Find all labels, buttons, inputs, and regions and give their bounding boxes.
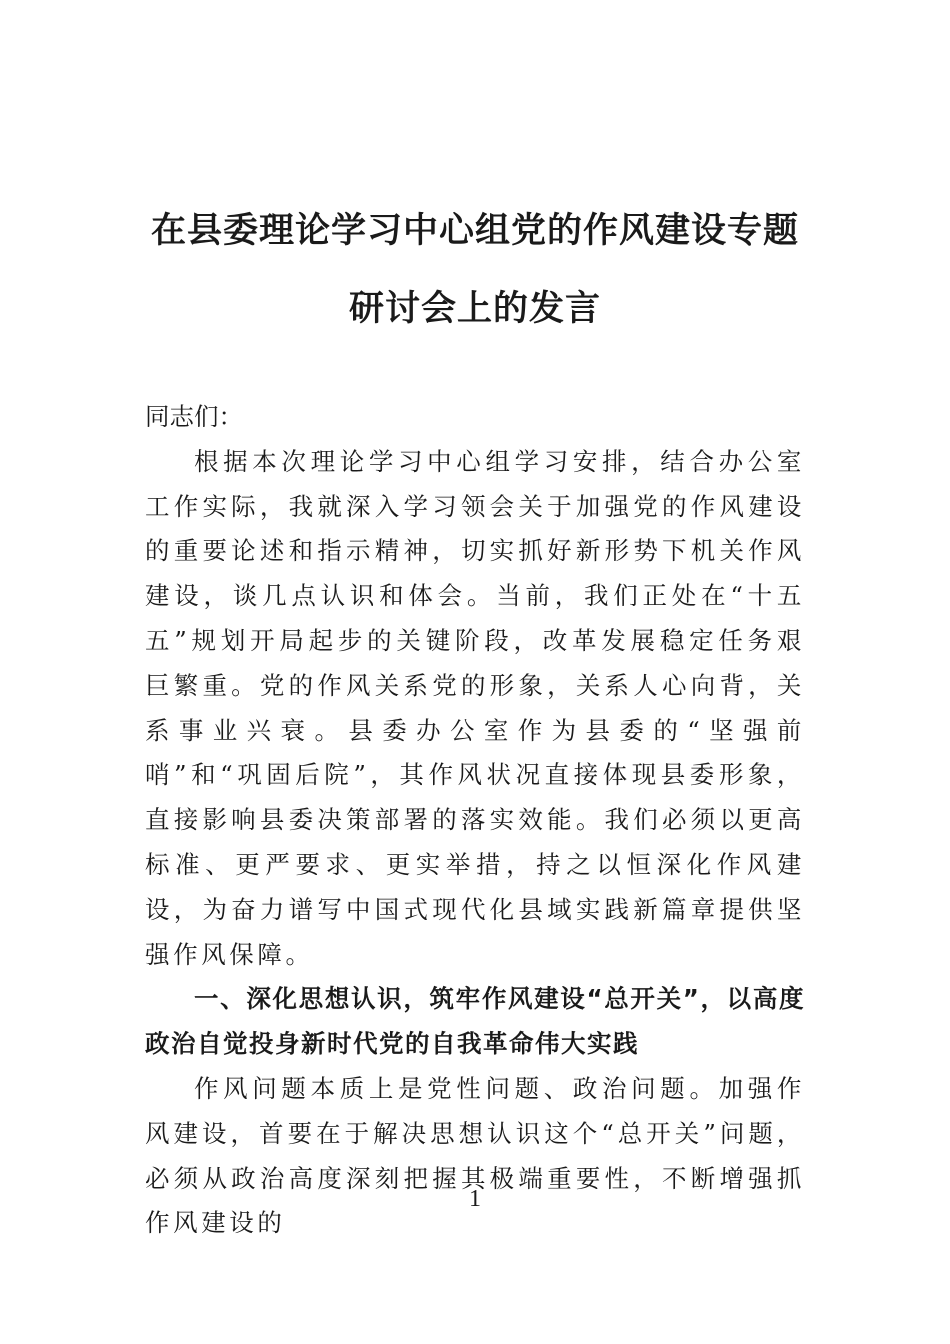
page-number: 1 [469, 1186, 481, 1212]
body-paragraph-1: 根据本次理论学习中心组学习安排，结合办公室工作实际，我就深入学习领会关于加强党的作风建设的重要论述和指示精神，切实抓好新形势下机关作风建设，谈几点认识和体会。当前，我们正处在“十五五”规划开局起步的关键阶段，改革发展稳定任务艰巨繁重。党的作风关系党的形象，关系人心向背，关系事业兴衰。县委办公室作为县委的“坚强前哨”和“巩固后院”，其作风状况直接体现县委形象，直接影响县委决策部署的落实效能。我们必须以更高标准、更严要求、更实举措，持之以恒深化作风建设，为奋力谱写中国式现代化县域实践新篇章提供坚强作风保障。 [145, 446, 805, 969]
document-title [145, 192, 805, 348]
title-line-2: 研讨会上的发言 [348, 288, 601, 329]
body-paragraph-2: 作风问题本质上是党性问题、政治问题。加强作风建设，首要在于解决思想认识这个“总开关”问题，必须从政治高度深刻把握其极端重要性，不断增强抓作风建设的 [145, 1073, 805, 1238]
salutation: 同志们： [145, 402, 243, 431]
document-body [145, 395, 805, 1246]
section-heading-1: 一、深化思想认识，筑牢作风建设“总开关”，以高度政治自觉投身新时代党的自我革命伟大实践 [145, 984, 805, 1059]
title-line-1: 在县委理论学习中心组党的作风建设专题 [150, 210, 799, 251]
